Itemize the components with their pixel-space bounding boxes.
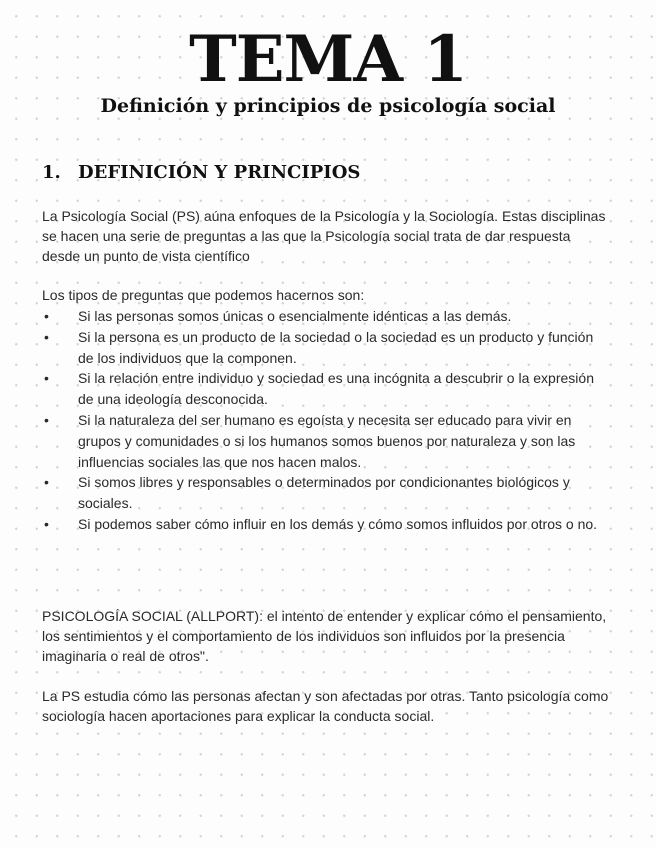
list-item: [42, 368, 602, 410]
list-item-text: Si la persona es un producto de la sociedad o la sociedad es un producto y función de los individuos que la componen.: [78, 328, 594, 366]
bullet-icon: •: [44, 370, 49, 387]
bullet-icon: •: [44, 328, 49, 345]
section-number: 1.: [42, 162, 61, 183]
list-item: [42, 410, 602, 472]
list-item: [42, 472, 602, 514]
ps-summary-paragraph: La PS estudia cómo las personas afectan y son afectadas por otras. Tanto psicología como sociología hacen aportaciones para explicar la conducta social.: [42, 688, 609, 724]
bullet-icon: •: [44, 411, 49, 428]
section-title: DEFINICIÓN Y PRINCIPIOS: [78, 162, 361, 183]
allport-definition-paragraph: PSICOLOGÍA SOCIAL (ALLPORT): el intento de entender y explicar cómo el pensamiento, los sentimientos y el comportamiento de los individuos son influidos por la presencia imaginaria o real de otros".: [42, 608, 607, 664]
page-title: TEMA 1: [189, 22, 467, 97]
list-item-text: Si podemos saber cómo influir en los demás y cómo somos influidos por otros o no.: [78, 515, 598, 532]
questions-intro: Los tipos de preguntas que podemos hacernos son:: [42, 287, 365, 303]
list-item-text: Si las personas somos únicas o esencialmente idénticas a las demás.: [78, 308, 512, 324]
list-item-text: Si la relación entre individuo y sociedad es una incógnita a descubrir o la expresión de una ideología desconocida.: [78, 370, 594, 408]
bullet-icon: •: [44, 515, 49, 532]
bullet-icon: •: [44, 308, 49, 324]
questions-list: [42, 306, 602, 535]
list-item: [42, 514, 602, 535]
bullet-icon: •: [44, 474, 49, 491]
list-item-text: Si somos libres y responsables o determinados por condicionantes biológicos y sociales.: [78, 474, 570, 512]
list-item: [42, 327, 602, 369]
list-item: [42, 306, 602, 327]
section-heading: [42, 160, 360, 186]
page-subtitle: Definición y principios de psicología social: [100, 95, 556, 117]
list-item-text: Si la naturaleza del ser humano es egoísta y necesita ser educado para vivir en grupos y comunidades o si los humanos somos buenos por naturaleza y son las influencias sociales las que nos hacen malos.: [78, 411, 576, 470]
intro-paragraph: La Psicología Social (PS) aúna enfoques de la Psicología y la Sociología. Estas disciplinas se hacen una serie de preguntas a las que la Psicología social trata de dar respuesta desde un punto de vista científico: [42, 208, 606, 264]
